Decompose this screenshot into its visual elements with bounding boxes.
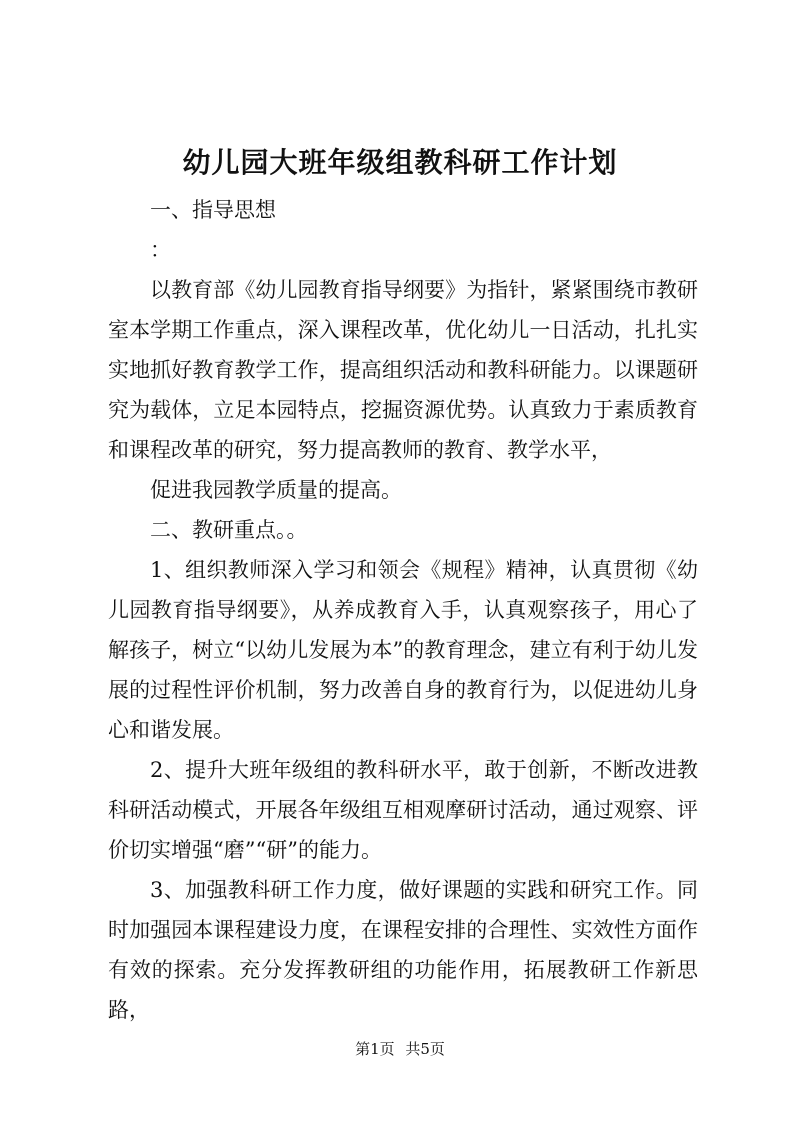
- section-heading-research-focus: 二、教研重点。。: [150, 518, 308, 542]
- page-total: 共5页: [405, 1040, 445, 1058]
- page-number: 第1页: [355, 1040, 395, 1058]
- colon-line: ：: [150, 238, 171, 262]
- paragraph: 3、加强教科研工作力度，做好课题的实践和研究工作。同时加强园本课程建设力度，在课程安排的合理性、实效性方面作有效的探索。充分发挥教研组的功能作用，拓展教研工作新思路，: [108, 878, 698, 1022]
- paragraph: 2、提升大班年级组的教科研水平，敢于创新，不断改进教科研活动模式，开展各年级组互相观摩研讨活动，通过观察、评价切实增强“磨”“研”的能力。: [108, 758, 698, 862]
- page-footer: [0, 1037, 800, 1061]
- paragraph: 1、组织教师深入学习和领会《规程》精神，认真贯彻《幼儿园教育指导纲要》，从养成教育入手，认真观察孩子，用心了解孩子，树立“以幼儿发展为本”的教育理念，建立有利于幼儿发展的过程性评价机制，努力改善自身的教育行为，以促进幼儿身心和谐发展。: [108, 558, 698, 742]
- document-body: [108, 190, 698, 1030]
- paragraph: 促进我园教学质量的提高。: [150, 478, 402, 502]
- section-heading-guiding-ideology: 一、指导思想: [150, 198, 276, 222]
- paragraph: 以教育部《幼儿园教育指导纲要》为指针，紧紧围绕市教研室本学期工作重点，深入课程改革，优化幼儿一日活动，扎扎实实地抓好教育教学工作，提高组织活动和教科研能力。以课题研究为载体，立足本园特点，挖掘资源优势。认真致力于素质教育和课程改革的研究，努力提高教师的教育、教学水平，: [108, 278, 698, 462]
- document-title: 幼儿园大班年级组教科研工作计划: [182, 146, 618, 179]
